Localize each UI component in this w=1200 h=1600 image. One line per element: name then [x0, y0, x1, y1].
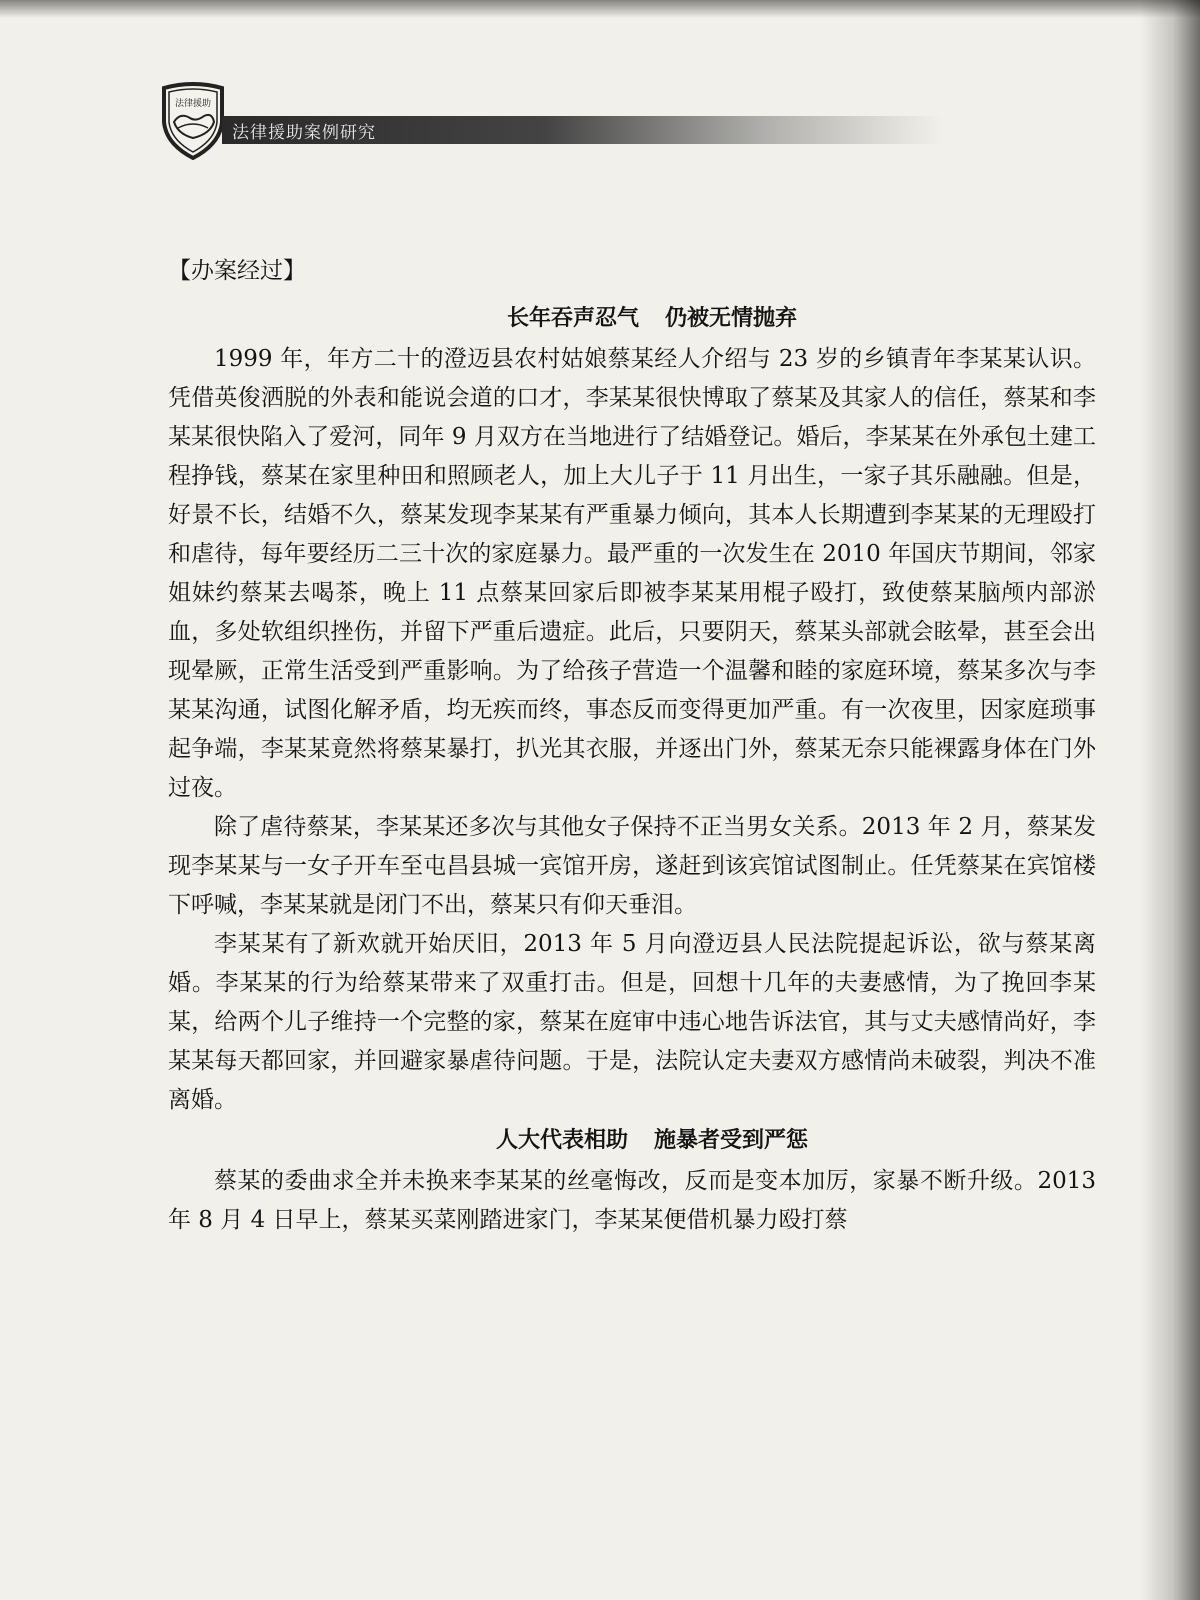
paragraph: 除了虐待蔡某，李某某还多次与其他女子保持不正当男女关系。2013 年 2 月，蔡某发现李某某与一女子开车至屯昌县城一宾馆开房，遂赶到该宾馆试图制止。任凭蔡某在宾馆楼下呼喊，李某某就是闭门不出，蔡某只有仰天垂泪。 [168, 814, 1096, 918]
book-title: 法律援助案例研究 [232, 123, 376, 143]
subheading-1 [168, 298, 1096, 340]
subheading-1-part-1: 长年吞声忍气 [506, 306, 639, 331]
subheading-1-part-2: 仍被无情抛弃 [665, 306, 798, 331]
section-label: 【办案经过】 [168, 258, 306, 284]
running-header [160, 82, 960, 168]
paragraph: 1999 年，年方二十的澄迈县农村姑娘蔡某经人介绍与 23 岁的乡镇青年李某某认识。凭借英俊洒脱的外表和能说会道的口才，李某某很快博取了蔡某及其家人的信任，蔡某和李某某很快陷入了爱河，同年 9 月双方在当地进行了结婚登记。婚后，李某某在外承包土建工程挣钱，蔡某在家里种田和照顾老人，加上大儿子于 11 月出生，一家子其乐融融。但是，好景不长，结婚不久，蔡某发现李某某有严重暴力倾向，其本人长期遭到李某某的无理殴打和虐待，每年要经历二三十次的家庭暴力。最严重的一次发生在 2010 年国庆节期间，邻家姐妹约蔡某去喝茶，晚上 11 点蔡某回家后即被李某某用棍子殴打，致使蔡某脑颅内部淤血，多处软组织挫伤，并留下严重后遗症。此后，只要阴天，蔡某头部就会眩晕，甚至会出现晕厥，正常生活受到严重影响。为了给孩子营造一个温馨和睦的家庭环境，蔡某多次与李某某沟通，试图化解矛盾，均无疾而终，事态反而变得更加严重。有一次夜里，因家庭琐事起争端，李某某竟然将蔡某暴打，扒光其衣服，并逐出门外，蔡某无奈只能裸露身体在门外过夜。 [168, 346, 1096, 801]
paragraph: 蔡某的委曲求全并未换来李某某的丝毫悔改，反而是变本加厉，家暴不断升级。2013 年 8 月 4 日早上，蔡某买菜刚踏进家门，李某某便借机暴力殴打蔡 [168, 1168, 1096, 1233]
legal-aid-shield-icon [160, 82, 226, 160]
paragraph: 李某某有了新欢就开始厌旧，2013 年 5 月向澄迈县人民法院提起诉讼，欲与蔡某离婚。李某某的行为给蔡某带来了双重打击。但是，回想十几年的夫妻感情，为了挽回李某某，给两个儿子维持一个完整的家，蔡某在庭审中违心地告诉法官，其与丈夫感情尚好，李某某每天都回家，并回避家暴虐待问题。于是，法院认定夫妻双方感情尚未破裂，判决不准离婚。 [168, 931, 1096, 1113]
header-banner [222, 116, 942, 144]
page-top-shadow [0, 0, 1200, 18]
subheading-2-part-2: 施暴者受到严惩 [654, 1128, 809, 1153]
page-body [168, 252, 1096, 1240]
logo-text: 法律援助 [174, 99, 211, 109]
subheading-2-part-1: 人大代表相助 [495, 1128, 628, 1153]
page-binding-shadow [1140, 0, 1200, 1600]
subheading-2 [168, 1120, 1096, 1162]
